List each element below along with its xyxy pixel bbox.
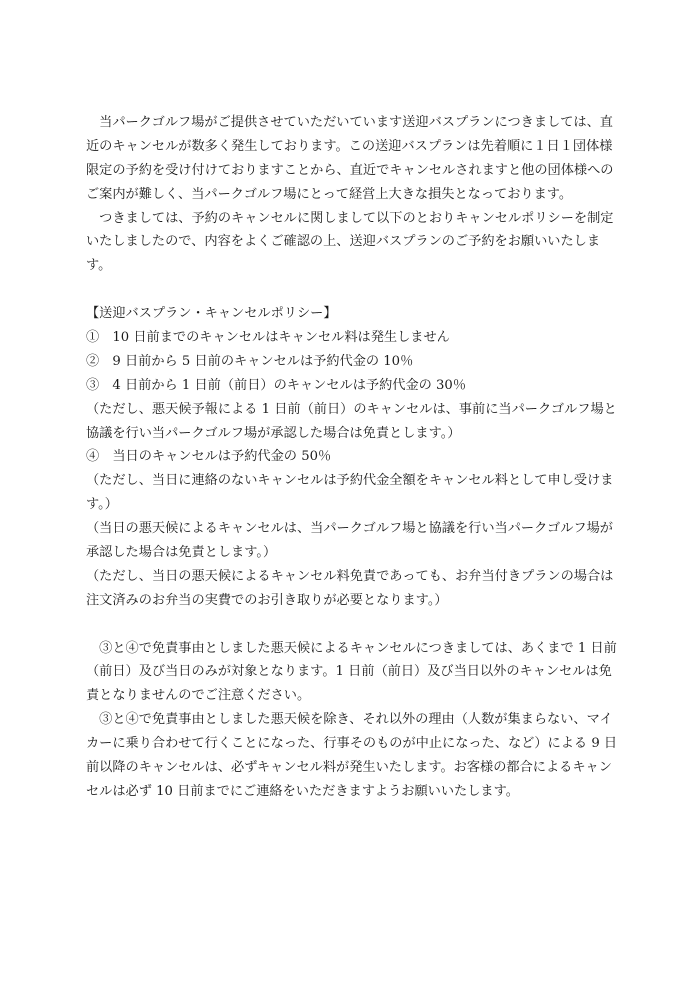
policy-line: （ただし、当日に連絡のないキャンセルは予約代金全額をキャンセル料として申し受けま xyxy=(86,473,614,489)
policy-line: ③ 4 日前から 1 日前（前日）のキャンセルは予約代金の 30％ xyxy=(86,377,467,393)
policy-line: 注文済みのお弁当の実費でのお引き取りが必要となります。） xyxy=(86,592,448,608)
text-line: （前日）及び当日のみが対象となります。1 日前（前日）及び当日以外のキャンセルは免 xyxy=(86,664,612,680)
text-line: 限定の予約を受け付けておりますことから、直近でキャンセルされますと他の団体様への xyxy=(86,162,614,178)
policy-line: （ただし、悪天候予報による 1 日前（前日）のキャンセルは、事前に当パークゴルフ場と xyxy=(86,401,617,417)
spacer xyxy=(86,278,614,302)
policy-line: 承認した場合は免責とします。） xyxy=(86,545,277,561)
document-page xyxy=(86,111,618,804)
text-line: す。 xyxy=(86,258,112,274)
text-line: 近のキャンセルが数多く発生しております。この送迎バスプランは先着順に１日１団体様 xyxy=(86,138,613,154)
cancellation-policy xyxy=(86,302,617,613)
text-line: いたしましたので、内容をよくご確認の上、送迎バスプランのご予約をお願いいたしま xyxy=(86,234,601,250)
intro-paragraph-1 xyxy=(86,111,614,207)
notes-paragraph-2 xyxy=(86,708,618,804)
text-line: 前以降のキャンセルは、必ずキャンセル料が発生いたします。お客様の都合によるキャン xyxy=(86,760,612,776)
text-line: 当パークゴルフ場がご提供させていただいています送迎バスプランにつきましては、直 xyxy=(86,115,613,130)
text-line: つきましては、予約のキャンセルに関しまして以下のとおりキャンセルポリシーを制定 xyxy=(86,210,614,226)
policy-line: 協議を行い当パークゴルフ場が承認した場合は免責とします。） xyxy=(86,425,461,441)
intro-paragraph-2 xyxy=(86,207,614,279)
policy-line: ① 10 日前までのキャンセルはキャンセル料は発生しません xyxy=(86,330,450,346)
policy-line: （ただし、当日の悪天候によるキャンセル料免責であっても、お弁当付きプランの場合は xyxy=(86,568,614,584)
text-line: カーに乗り合わせて行くことになった、行事そのものが中止になった、など）による 9 日 xyxy=(86,736,618,752)
text-line: ご案内が難しく、当パークゴルフ場にとって経営上大きな損失となっております。 xyxy=(86,186,573,202)
text-line: セルは必ず 10 日前までにご連絡をいただきますようお願いいたします。 xyxy=(86,783,519,799)
policy-line: ④ 当日のキャンセルは予約代金の 50％ xyxy=(86,449,332,465)
text-line: ③と④で免責事由としました悪天候によるキャンセルにつきましては、あくまで 1 日前 xyxy=(86,640,617,656)
policy-line: （当日の悪天候によるキャンセルは、当パークゴルフ場と協議を行い当パークゴルフ場が xyxy=(86,521,613,537)
policy-line: ② 9 日前から 5 日前のキャンセルは予約代金の 10％ xyxy=(86,353,414,369)
notes-paragraph-1 xyxy=(86,637,617,709)
policy-heading: 【送迎バスプラン・キャンセルポリシー】 xyxy=(86,306,337,322)
policy-line: す。） xyxy=(86,497,118,513)
spacer xyxy=(86,613,614,637)
text-line: 責となりませんのでご注意ください。 xyxy=(86,688,311,704)
text-line: ③と④で免責事由としました悪天候を除き、それ以外の理由（人数が集まらない、マイ xyxy=(86,712,613,728)
